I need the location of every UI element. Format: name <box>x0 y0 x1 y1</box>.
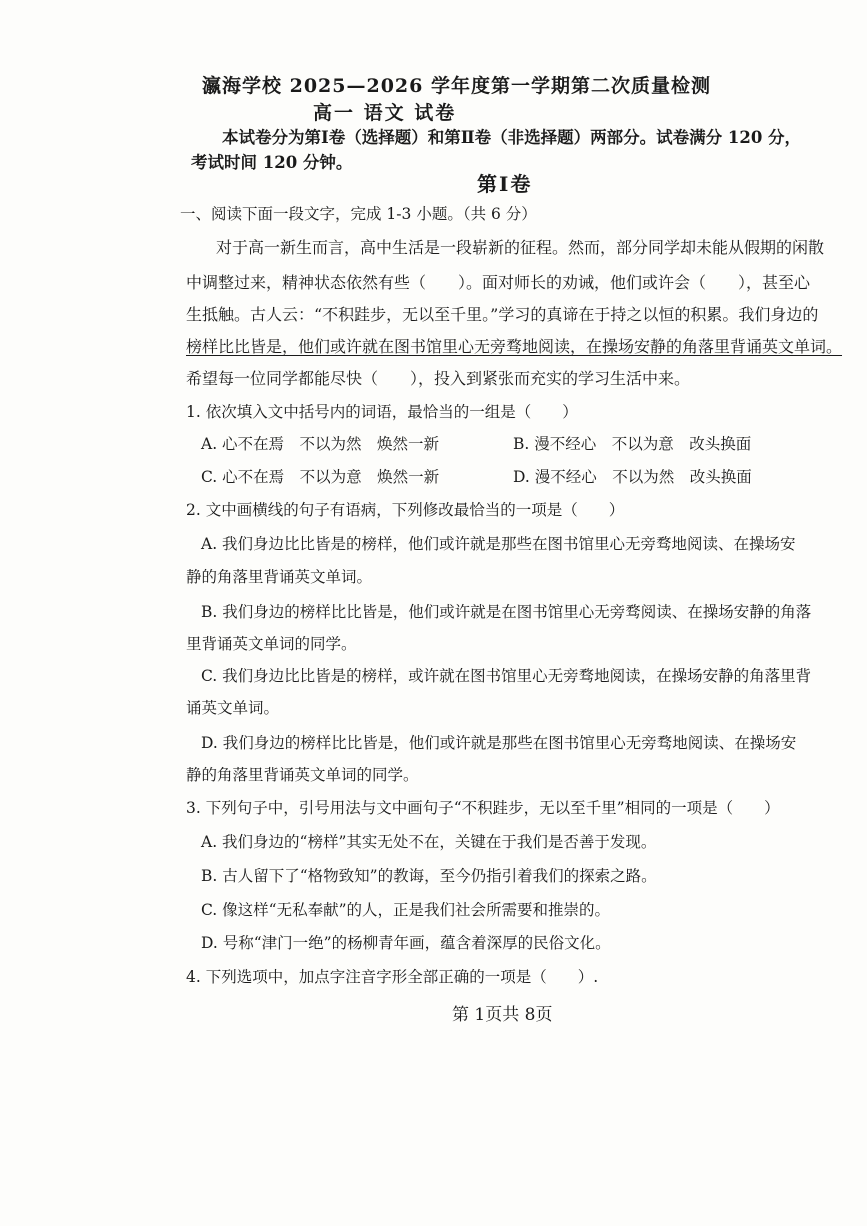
question-2-option-c-line2: 诵英文单词。 <box>186 699 280 717</box>
passage-line-2: 中调整过来，精神状态依然有些（ ）。面对师长的劝诫，他们或许会（ ），甚至心 <box>186 273 811 292</box>
part-heading: 一、阅读下面一段文字，完成 1-3 小题。（共 6 分） <box>180 205 537 223</box>
exam-intro-line1: 本试卷分为第Ⅰ卷（选择题）和第Ⅱ卷（非选择题）两部分。试卷满分 120 分， <box>222 128 802 147</box>
question-1-option-d: D. 漫不经心 不以为然 改头换面 <box>513 468 752 486</box>
page-footer: 第 1页共 8页 <box>452 1005 553 1025</box>
question-3-option-a: A. 我们身边的“榜样”其实无处不在，关键在于我们是否善于发现。 <box>201 833 657 851</box>
question-2-option-a-line1: A. 我们身边比比皆是的榜样，他们或许就是那些在图书馆里心无旁骛地阅读、在操场安 <box>201 535 796 553</box>
question-2-option-d-line1: D. 我们身边的榜样比比皆是，他们或许就是那些在图书馆里心无旁骛地阅读、在操场安 <box>201 734 797 752</box>
passage-line-5: 希望每一位同学都能尽快（ ），投入到紧张而充实的学习生活中来。 <box>186 369 691 388</box>
passage-line-1: 对于高一新生而言，高中生活是一段崭新的征程。然而，部分同学却未能从假期的闲散 <box>216 238 825 257</box>
question-2-option-b-line1: B. 我们身边的榜样比比皆是，他们或许就是在图书馆里心无旁骛阅读、在操场安静的角落 <box>201 603 812 621</box>
exam-intro-line2: 考试时间 120 分钟。 <box>191 153 353 172</box>
question-4-stem: 4. 下列选项中，加点字注音字形全部正确的一项是（ ）. <box>186 968 599 986</box>
exam-subtitle: 高一 语文 试卷 <box>313 102 457 124</box>
question-3-option-c: C. 像这样“无私奉献”的人，正是我们社会所需要和推崇的。 <box>201 901 611 919</box>
exam-title: 瀛海学校 2025—2026 学年度第一学期第二次质量检测 <box>202 75 711 97</box>
question-2-option-c-line1: C. 我们身边比比皆是的榜样，或许就在图书馆里心无旁骛地阅读，在操场安静的角落里背 <box>201 667 812 685</box>
question-3-stem: 3. 下列句子中，引号用法与文中画句子“不积跬步，无以至千里”相同的一项是（ ） <box>186 799 780 817</box>
question-3-option-d: D. 号称“津门一绝”的杨柳青年画，蕴含着深厚的民俗文化。 <box>201 934 611 952</box>
question-2-option-a-line2: 静的角落里背诵英文单词。 <box>186 568 373 586</box>
passage-line-3: 生抵触。古人云：“不积跬步，无以至千里。”学习的真谛在于持之以恒的积累。我们身边的 <box>186 305 819 324</box>
question-1-option-a: A. 心不在焉 不以为然 焕然一新 <box>201 435 440 453</box>
question-1-option-c: C. 心不在焉 不以为意 焕然一新 <box>201 468 440 486</box>
question-3-option-b: B. 古人留下了“格物致知”的教诲，至今仍指引着我们的探索之路。 <box>201 867 657 885</box>
passage-underlined-sentence: 榜样比比皆是，他们或许就在图书馆里心无旁骛地阅读，在操场安静的角落里背诵英文单词。 <box>186 337 843 356</box>
question-1-stem: 1. 依次填入文中括号内的词语，最恰当的一组是（ ） <box>186 403 578 421</box>
question-1-option-b: B. 漫不经心 不以为意 改头换面 <box>513 435 752 453</box>
question-2-option-b-line2: 里背诵英文单词的同学。 <box>186 635 357 653</box>
question-2-stem: 2. 文中画横线的句子有语病，下列修改最恰当的一项是（ ） <box>186 501 625 519</box>
question-2-option-d-line2: 静的角落里背诵英文单词的同学。 <box>186 766 419 784</box>
section-title: 第Ⅰ卷 <box>477 172 533 196</box>
